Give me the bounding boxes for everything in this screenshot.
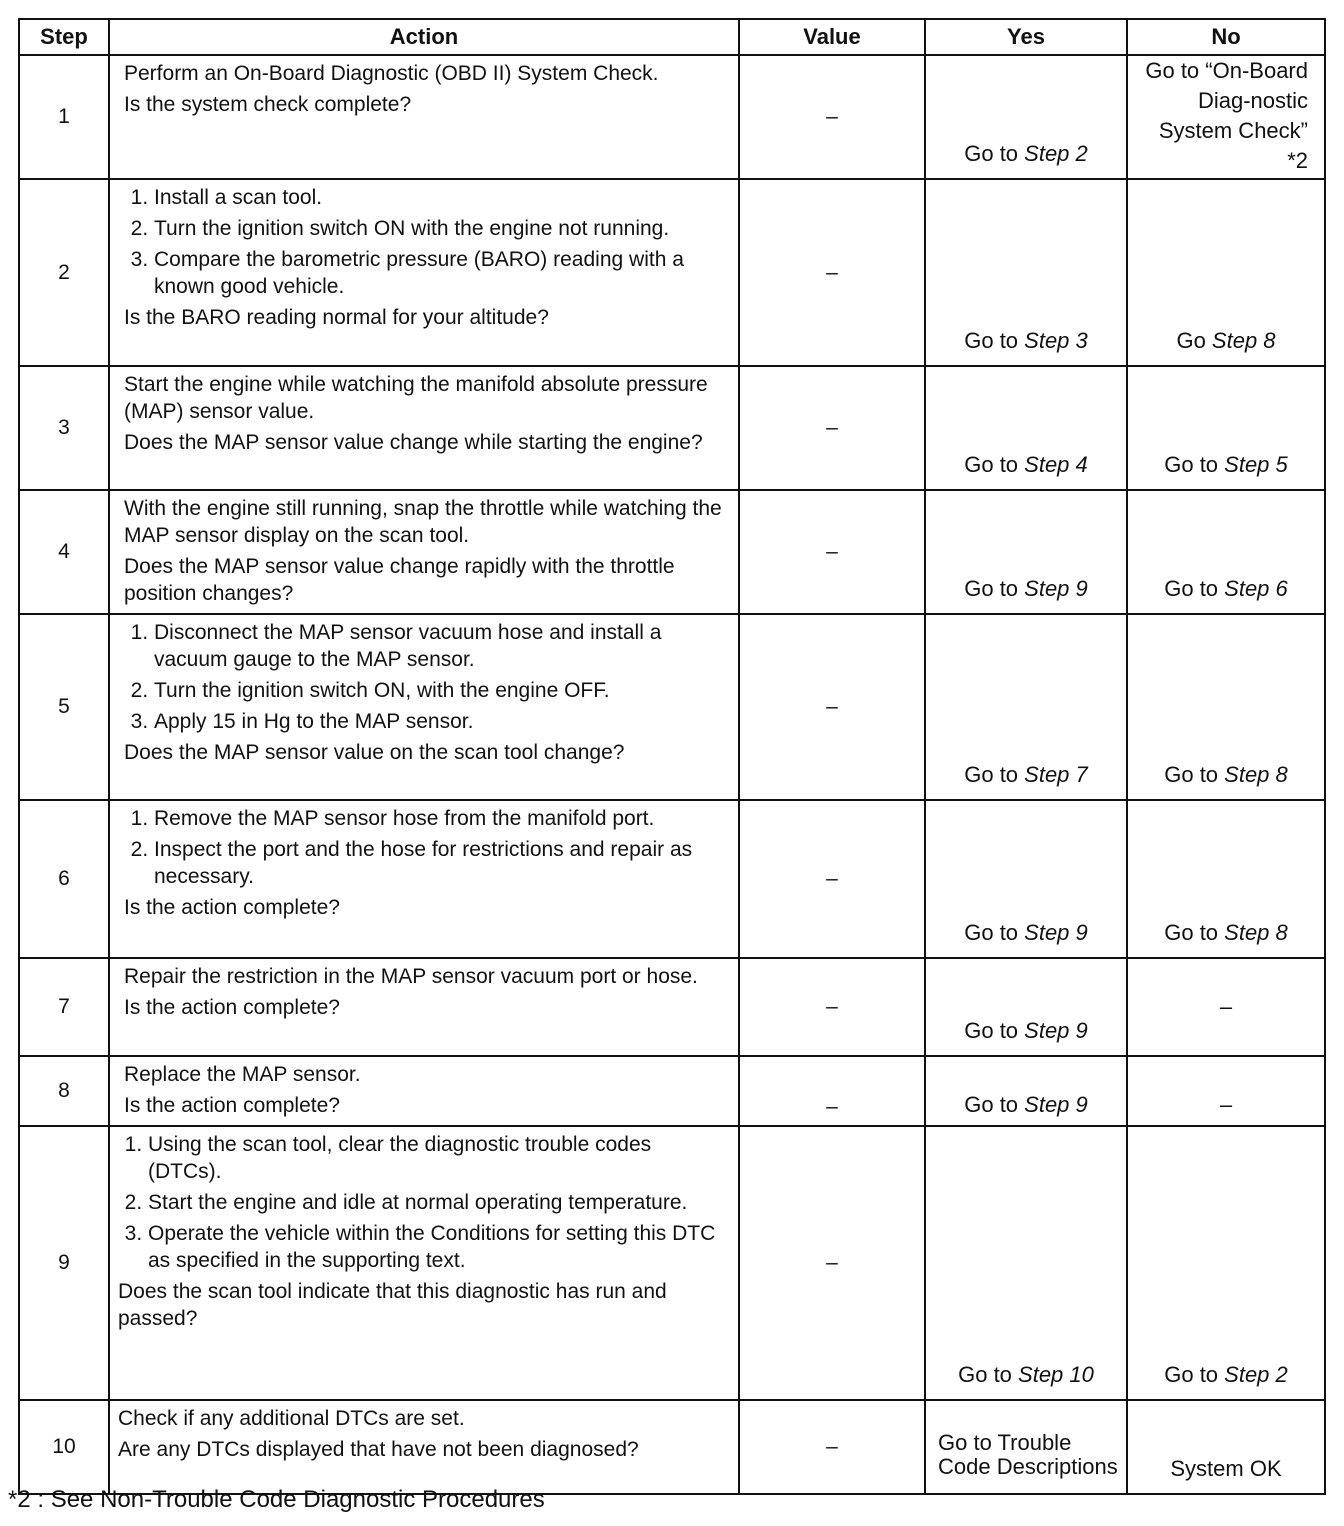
value-cell: – bbox=[739, 179, 925, 366]
header-value: Value bbox=[739, 19, 925, 55]
step-number: 3 bbox=[19, 366, 109, 490]
table-row bbox=[19, 55, 1325, 179]
value-cell: – bbox=[739, 1126, 925, 1400]
value-cell: – bbox=[739, 490, 925, 614]
yes-cell bbox=[925, 958, 1127, 1056]
action-step: 3. Compare the barometric pressure (BARO) reading with a known good vehicle. bbox=[154, 246, 728, 300]
yes-step-link: Step 9 bbox=[1024, 920, 1088, 945]
no-cell bbox=[1127, 366, 1325, 490]
no-cell: – bbox=[1127, 1056, 1325, 1126]
yes-cell bbox=[925, 366, 1127, 490]
action-step: 1. Remove the MAP sensor hose from the manifold port. bbox=[154, 805, 728, 832]
no-cell bbox=[1127, 179, 1325, 366]
step-number: 6 bbox=[19, 800, 109, 958]
header-yes: Yes bbox=[925, 19, 1127, 55]
action-step: 1. Install a scan tool. bbox=[154, 184, 728, 211]
no-step-link: Step 2 bbox=[1224, 1362, 1288, 1387]
action-question: Does the MAP sensor value change rapidly with the throttle position changes? bbox=[124, 555, 675, 605]
yes-step-link: Step 9 bbox=[1024, 576, 1088, 601]
no-cell: System OK bbox=[1127, 1400, 1325, 1494]
no-prefix: Go to bbox=[1164, 920, 1225, 945]
action-text: Check if any additional DTCs are set. bbox=[118, 1407, 465, 1430]
value-cell: – bbox=[739, 1056, 925, 1126]
no-step-link: Step 8 bbox=[1224, 920, 1288, 945]
no-cell bbox=[1127, 800, 1325, 958]
footnote: *2 : See Non-Trouble Code Diagnostic Procedures bbox=[8, 1486, 545, 1513]
yes-cell bbox=[925, 179, 1127, 366]
no-prefix: Go to bbox=[1164, 452, 1225, 477]
action-question: Is the BARO reading normal for your altitude? bbox=[124, 306, 549, 329]
step-number: 8 bbox=[19, 1056, 109, 1126]
table-row bbox=[19, 1126, 1325, 1400]
action-step: 2. Turn the ignition switch ON with the engine not running. bbox=[154, 215, 728, 242]
action-steps bbox=[124, 619, 728, 735]
no-cell bbox=[1127, 614, 1325, 800]
action-cell bbox=[109, 1056, 739, 1126]
no-cell: – bbox=[1127, 958, 1325, 1056]
action-cell bbox=[109, 1400, 739, 1494]
value-cell: – bbox=[739, 800, 925, 958]
value-cell: – bbox=[739, 55, 925, 179]
header-row bbox=[19, 19, 1325, 55]
action-step: 1. Disconnect the MAP sensor vacuum hose and install a vacuum gauge to the MAP sensor. bbox=[154, 619, 728, 673]
action-step: 1. Using the scan tool, clear the diagnostic trouble codes (DTCs). bbox=[148, 1131, 728, 1185]
action-question: Is the action complete? bbox=[124, 996, 340, 1019]
step-number: 4 bbox=[19, 490, 109, 614]
yes-prefix: Go to bbox=[964, 452, 1025, 477]
no-step-link: Step 8 bbox=[1224, 762, 1288, 787]
table-row bbox=[19, 179, 1325, 366]
yes-cell bbox=[925, 55, 1127, 179]
action-question: Does the scan tool indicate that this diagnostic has run and passed? bbox=[118, 1280, 667, 1330]
no-step-link: Step 5 bbox=[1224, 452, 1288, 477]
yes-prefix: Go to bbox=[964, 1018, 1025, 1043]
action-question: Are any DTCs displayed that have not been diagnosed? bbox=[118, 1438, 639, 1461]
action-cell bbox=[109, 366, 739, 490]
action-step: 2. Turn the ignition switch ON, with the engine OFF. bbox=[154, 677, 728, 704]
step-number: 2 bbox=[19, 179, 109, 366]
value-cell: – bbox=[739, 614, 925, 800]
step-number: 7 bbox=[19, 958, 109, 1056]
action-text: With the engine still running, snap the throttle while watching the MAP sensor display on the scan tool. bbox=[124, 497, 722, 547]
yes-cell bbox=[925, 1126, 1127, 1400]
yes-prefix: Go to bbox=[964, 920, 1025, 945]
no-step-link: Step 8 bbox=[1211, 328, 1276, 353]
yes-cell bbox=[925, 800, 1127, 958]
yes-step-link: Step 10 bbox=[1018, 1362, 1094, 1387]
yes-cell bbox=[925, 490, 1127, 614]
table-row bbox=[19, 614, 1325, 800]
no-cell bbox=[1127, 1126, 1325, 1400]
table-row bbox=[19, 490, 1325, 614]
yes-prefix: Go to bbox=[958, 1362, 1019, 1387]
value-cell: – bbox=[739, 366, 925, 490]
action-steps bbox=[124, 805, 728, 890]
action-text: Start the engine while watching the manifold absolute pressure (MAP) sensor value. bbox=[124, 373, 708, 423]
value-cell: – bbox=[739, 1400, 925, 1494]
action-question: Is the system check complete? bbox=[124, 93, 412, 116]
table-row bbox=[19, 800, 1325, 958]
step-number: 1 bbox=[19, 55, 109, 179]
yes-step-link: Step 9 bbox=[1024, 1018, 1088, 1043]
yes-prefix: Go to bbox=[964, 762, 1025, 787]
header-action: Action bbox=[109, 19, 739, 55]
yes-step-link: Step 4 bbox=[1024, 452, 1088, 477]
action-step: 2. Start the engine and idle at normal operating temperature. bbox=[148, 1189, 728, 1216]
action-text: Repair the restriction in the MAP sensor vacuum port or hose. bbox=[124, 965, 698, 988]
value-cell: – bbox=[739, 958, 925, 1056]
no-cell: Go to “On-Board Diag-nostic System Check” *2 bbox=[1127, 55, 1325, 179]
action-text: Perform an On-Board Diagnostic (OBD II) System Check. bbox=[124, 62, 659, 85]
table-row bbox=[19, 366, 1325, 490]
yes-step-link: Step 9 bbox=[1024, 1092, 1088, 1117]
no-prefix: Go to bbox=[1164, 1362, 1225, 1387]
action-question: Does the MAP sensor value on the scan tool change? bbox=[124, 741, 625, 764]
yes-step-link: Step 3 bbox=[1024, 328, 1088, 353]
table-row bbox=[19, 958, 1325, 1056]
no-prefix: Go to bbox=[1164, 762, 1225, 787]
step-number: 10 bbox=[19, 1400, 109, 1494]
action-question: Is the action complete? bbox=[124, 1094, 340, 1117]
action-cell bbox=[109, 800, 739, 958]
header-no: No bbox=[1127, 19, 1325, 55]
step-number: 9 bbox=[19, 1126, 109, 1400]
no-prefix: Go to bbox=[1164, 576, 1225, 601]
yes-cell bbox=[925, 614, 1127, 800]
action-step: 3. Apply 15 in Hg to the MAP sensor. bbox=[154, 708, 728, 735]
table-row bbox=[19, 1056, 1325, 1126]
yes-prefix: Go to bbox=[964, 141, 1025, 166]
action-cell bbox=[109, 614, 739, 800]
table-row bbox=[19, 1400, 1325, 1494]
action-steps bbox=[118, 1131, 728, 1274]
action-steps bbox=[124, 184, 728, 300]
no-step-link: Step 6 bbox=[1224, 576, 1288, 601]
action-step: 3. Operate the vehicle within the Conditions for setting this DTC as specified in the supporting text. bbox=[148, 1220, 728, 1274]
yes-prefix: Go to bbox=[964, 1092, 1025, 1117]
action-cell bbox=[109, 55, 739, 179]
action-cell bbox=[109, 490, 739, 614]
header-step: Step bbox=[19, 19, 109, 55]
diagnostic-document bbox=[18, 18, 1324, 1495]
action-text: Replace the MAP sensor. bbox=[124, 1063, 361, 1086]
yes-cell: Go to Trouble Code Descriptions bbox=[925, 1400, 1127, 1494]
yes-step-link: Step 2 bbox=[1024, 141, 1088, 166]
yes-cell bbox=[925, 1056, 1127, 1126]
action-cell bbox=[109, 958, 739, 1056]
step-number: 5 bbox=[19, 614, 109, 800]
action-question: Is the action complete? bbox=[124, 896, 340, 919]
yes-prefix: Go to bbox=[964, 576, 1025, 601]
action-step: 2. Inspect the port and the hose for restrictions and repair as necessary. bbox=[154, 836, 728, 890]
no-prefix: Go bbox=[1176, 328, 1212, 353]
action-cell bbox=[109, 1126, 739, 1400]
yes-prefix: Go to bbox=[964, 328, 1025, 353]
diagnostic-table bbox=[18, 18, 1326, 1495]
action-question: Does the MAP sensor value change while starting the engine? bbox=[124, 431, 703, 454]
yes-step-link: Step 7 bbox=[1024, 762, 1088, 787]
action-cell bbox=[109, 179, 739, 366]
no-cell bbox=[1127, 490, 1325, 614]
